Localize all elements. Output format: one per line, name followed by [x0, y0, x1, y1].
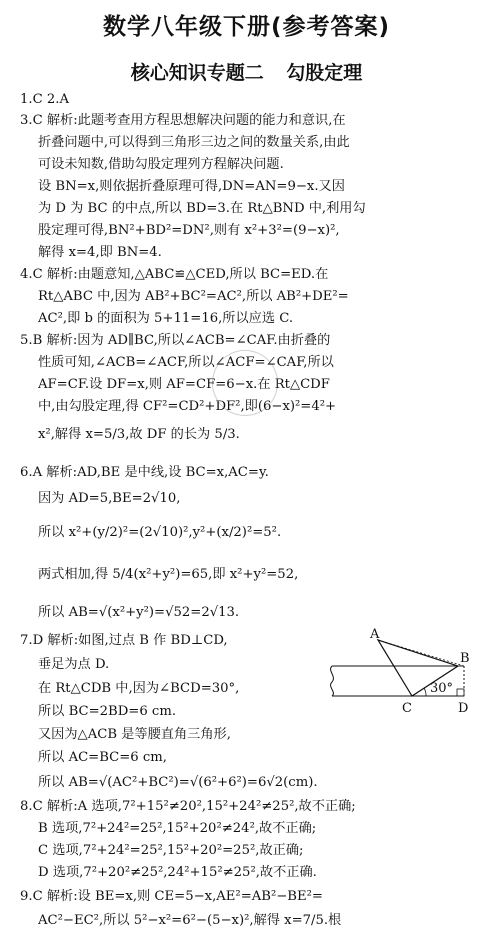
text-line: 所以 BC=2BD=6 cm.	[38, 704, 177, 719]
angle-arc	[424, 688, 426, 696]
text-line: 垂足为点 D.	[38, 657, 110, 672]
right-angle-mark	[457, 689, 464, 696]
text-line: 所以 x²+(y/2)²=(2√10)²,y²+(x/2)²=5².	[38, 525, 282, 540]
text-line: 4.C 解析:由题意知,△ABC≌△CED,所以 BC=ED.在	[20, 267, 329, 282]
text-line: AF=CF.设 DF=x,则 AF=CF=6−x.在 Rt△CDF	[38, 377, 330, 392]
text-line: AC²,即 b 的面积为 5+11=16,所以应选 C.	[38, 311, 294, 326]
text-line: 中,由勾股定理,得 CF²=CD²+DF²,即(6−x)²=4²+	[38, 399, 337, 414]
label-a: A	[370, 627, 380, 642]
text-line: AC²−EC²,所以 5²−x²=6²−(5−x)²,解得 x=7/5.根	[38, 913, 342, 928]
label-c: C	[402, 701, 412, 716]
section-title: 核心知识专题二 勾股定理	[130, 62, 363, 84]
text-line: 折叠问题中,可以得到三角形三边之间的数量关系,由此	[38, 135, 350, 150]
text-line: 又因为△ACB 是等腰直角三角形,	[38, 727, 231, 742]
geometry-figure	[326, 624, 476, 724]
text-line: D 选项,7²+20²≠25²,24²+15²≠25²,故不正确.	[38, 865, 317, 880]
text-line: 3.C 解析:此题考查用方程思想解决问题的能力和意识,在	[20, 113, 346, 128]
ruler-break-left	[331, 666, 334, 696]
text-line: 为 D 为 BC 的中点,所以 BD=3.在 Rt△BND 中,利用勾	[38, 201, 366, 216]
text-line: 因为 AD=5,BE=2√10,	[38, 491, 181, 506]
text-line: 8.C 解析:A 选项,7²+15²≠20²,15²+24²≠25²,故不正确;	[20, 799, 356, 814]
angle-label: 30°	[430, 681, 454, 696]
text-line: 所以 AC=BC=6 cm,	[38, 750, 167, 765]
text-line: 性质可知,∠ACB=∠ACF,所以∠ACF=∠CAF,所以	[38, 355, 334, 370]
label-b: B	[460, 651, 470, 666]
text-line: 在 Rt△CDB 中,因为∠BCD=30°,	[38, 681, 240, 696]
text-line: 可设未知数,借助勾股定理列方程解决问题.	[38, 157, 284, 172]
text-line: 解得 x=4,即 BN=4.	[38, 245, 162, 260]
text-line: 所以 AB=√(AC²+BC²)=√(6²+6²)=6√2(cm).	[38, 775, 318, 790]
text-line: 设 BN=x,则依据折叠原理可得,DN=AN=9−x.又因	[38, 179, 345, 194]
text-line: 6.A 解析:AD,BE 是中线,设 BC=x,AC=y.	[20, 465, 269, 480]
text-line: Rt△ABC 中,因为 AB²+BC²=AC²,所以 AB²+DE²=	[38, 289, 349, 304]
text-line: 7.D 解析:如图,过点 B 作 BD⊥CD,	[20, 633, 228, 648]
page-title: 数学八年级下册(参考答案)	[102, 14, 391, 40]
text-line: 9.C 解析:设 BE=x,则 CE=5−x,AE²=AB²−BE²=	[20, 889, 323, 904]
text-line: 所以 AB=√(x²+y²)=√52=2√13.	[38, 605, 240, 620]
label-d: D	[458, 701, 469, 716]
text-line: C 选项,7²+24²=25²,15²+20²=25²,故正确;	[38, 843, 304, 858]
text-line: 股定理可得,BN²+BD²=DN²,则有 x²+3²=(9−x)²,	[38, 223, 340, 238]
text-line: 1.C 2.A	[20, 92, 69, 107]
text-line: 两式相加,得 5/4(x²+y²)=65,即 x²+y²=52,	[38, 567, 299, 582]
text-line: 5.B 解析:因为 AD∥BC,所以∠ACB=∠CAF.由折叠的	[20, 333, 331, 348]
text-line: x²,解得 x=5/3,故 DF 的长为 5/3.	[38, 427, 240, 442]
text-line: B 选项,7²+24²=25²,15²+20²≠24²,故不正确;	[38, 821, 317, 836]
